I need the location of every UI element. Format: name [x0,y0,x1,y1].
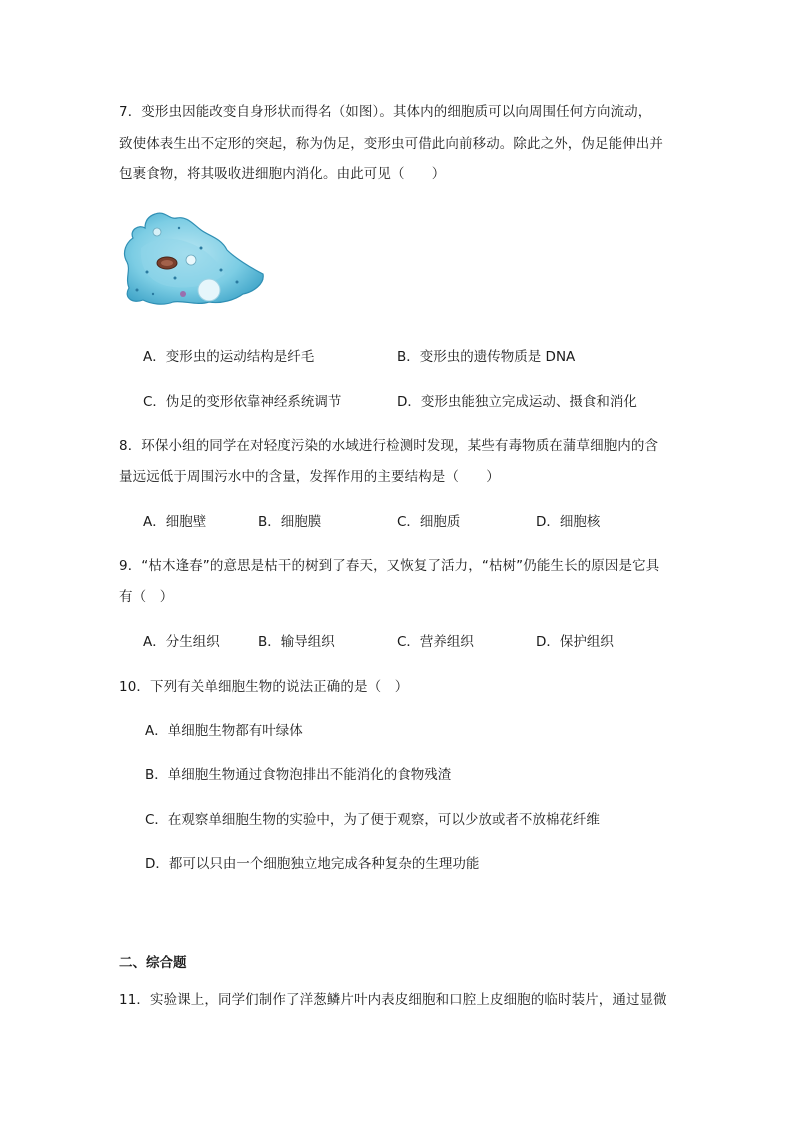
q7-line-2: 致使体表生出不定形的突起，称为伪足，变形虫可借此向前移动。除此之外，伪足能伸出并 [119,136,663,152]
q11-line-1: 11．实验课上，同学们制作了洋葱鳞片叶内表皮细胞和口腔上皮细胞的临时装片，通过显微 [119,992,667,1008]
section-title: 二、综合题 [119,955,187,971]
q8-option-b: B．细胞膜 [258,514,322,530]
q10-option-a: A．单细胞生物都有叶绿体 [145,723,303,739]
q10-option-c: C．在观察单细胞生物的实验中，为了便于观察，可以少放或者不放棉花纤维 [145,812,600,828]
q7-option-c: C．伪足的变形依靠神经系统调节 [143,394,342,410]
q10-option-d: D．都可以只由一个细胞独立地完成各种复杂的生理功能 [145,856,480,872]
q9-option-b: B．输导组织 [258,634,335,650]
q7-option-d: D．变形虫能独立完成运动、摄食和消化 [397,394,637,410]
q8-line-1: 8．环保小组的同学在对轻度污染的水域进行检测时发现，某些有毒物质在蒲草细胞内的含 [119,438,659,454]
q10-option-b: B．单细胞生物通过食物泡排出不能消化的食物残渣 [145,767,452,783]
q7-line-3: 包裹食物，将其吸收进细胞内消化。由此可见（ ） [119,166,446,182]
q8-option-a: A．细胞壁 [143,514,207,530]
q9-line-1: 9．“枯木逢春”的意思是枯干的树到了春天，又恢复了活力，“枯树”仍能生长的原因是它具 [119,558,660,574]
q7-line-1: 7．变形虫因能改变自身形状而得名（如图）。其体内的细胞质可以向周围任何方向流动， [119,104,652,120]
q9-option-a: A．分生组织 [143,634,220,650]
q9-option-c: C．营养组织 [397,634,474,650]
q8-line-2: 量远远低于周围污水中的含量，发挥作用的主要结构是（ ） [119,469,500,485]
q7-option-a: A．变形虫的运动结构是纤毛 [143,349,315,365]
q9-option-d: D．保护组织 [536,634,614,650]
q7-option-b: B．变形虫的遗传物质是 DNA [397,349,576,365]
q9-line-2: 有（ ） [119,589,174,605]
q8-option-d: D．细胞核 [536,514,601,530]
q10-line-1: 10．下列有关单细胞生物的说法正确的是（ ） [119,679,409,695]
amoeba-image [117,208,267,308]
q8-option-c: C．细胞质 [397,514,461,530]
